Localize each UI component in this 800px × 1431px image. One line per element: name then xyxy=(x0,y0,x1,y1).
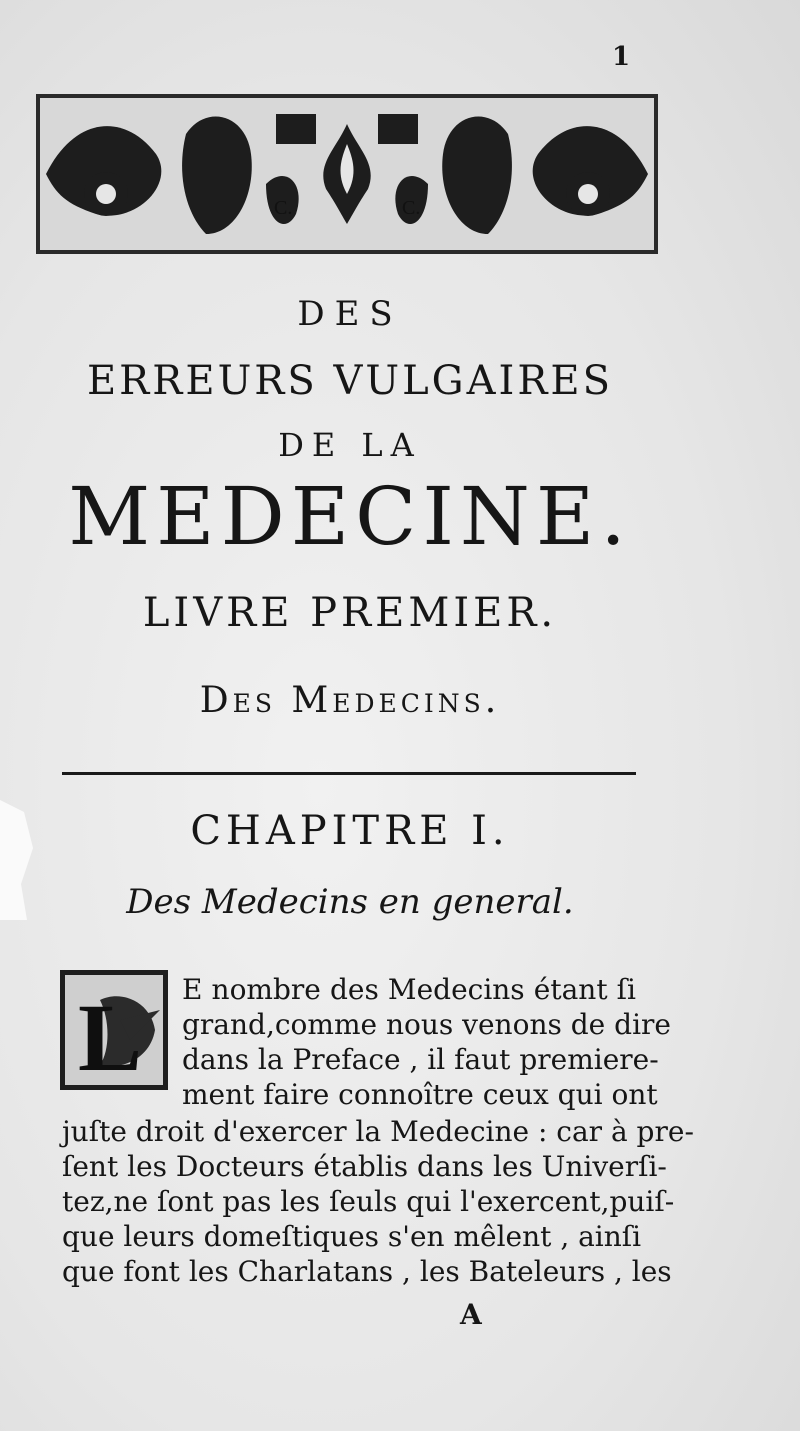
book-heading: LIVRE PREMIER. xyxy=(142,590,558,636)
horizontal-rule xyxy=(62,772,636,775)
catchword: A xyxy=(460,1298,482,1331)
body-line-7: tez,ne ſont pas les ſeuls qui l'exercent,puiſ- xyxy=(62,1185,675,1218)
page-number: 1 xyxy=(612,42,631,72)
body-line-4: ment faire connoître ceux qui ont xyxy=(182,1078,658,1111)
body-line-1: E nombre des Medecins étant ſi xyxy=(182,973,636,1006)
title-line-de-la: DE LA xyxy=(278,426,422,464)
body-line-5: juſte droit d'exercer la Medecine : car à pre- xyxy=(62,1115,694,1148)
chapter-subtitle: Des Medecins en general. xyxy=(126,882,574,922)
body-line-6: ſent les Docteurs établis dans les Univerſi- xyxy=(62,1150,667,1183)
drop-cap-letter: L xyxy=(78,984,143,1090)
ornamental-headpiece xyxy=(36,94,658,254)
body-line-2: grand,comme nous venons de dire xyxy=(182,1008,671,1041)
title-line-des: DES xyxy=(297,294,403,334)
headpiece-initial-left: C. xyxy=(274,197,293,219)
body-line-3: dans la Preface , il faut premiere- xyxy=(182,1043,659,1076)
title-line-medecine: MEDECINE. xyxy=(68,470,632,563)
chapter-heading: CHAPITRE I. xyxy=(190,808,510,854)
title-line-erreurs-vulgaires: ERREURS VULGAIRES xyxy=(86,358,614,404)
headpiece-initial-right: C. xyxy=(402,197,421,219)
book-subheading: Des Medecins. xyxy=(199,680,501,721)
body-line-8: que leurs domeſtiques s'en mêlent , ainſi xyxy=(62,1220,642,1253)
body-line-9: que font les Charlatans , les Bateleurs , les xyxy=(62,1255,672,1288)
drop-cap-initial xyxy=(60,970,168,1090)
